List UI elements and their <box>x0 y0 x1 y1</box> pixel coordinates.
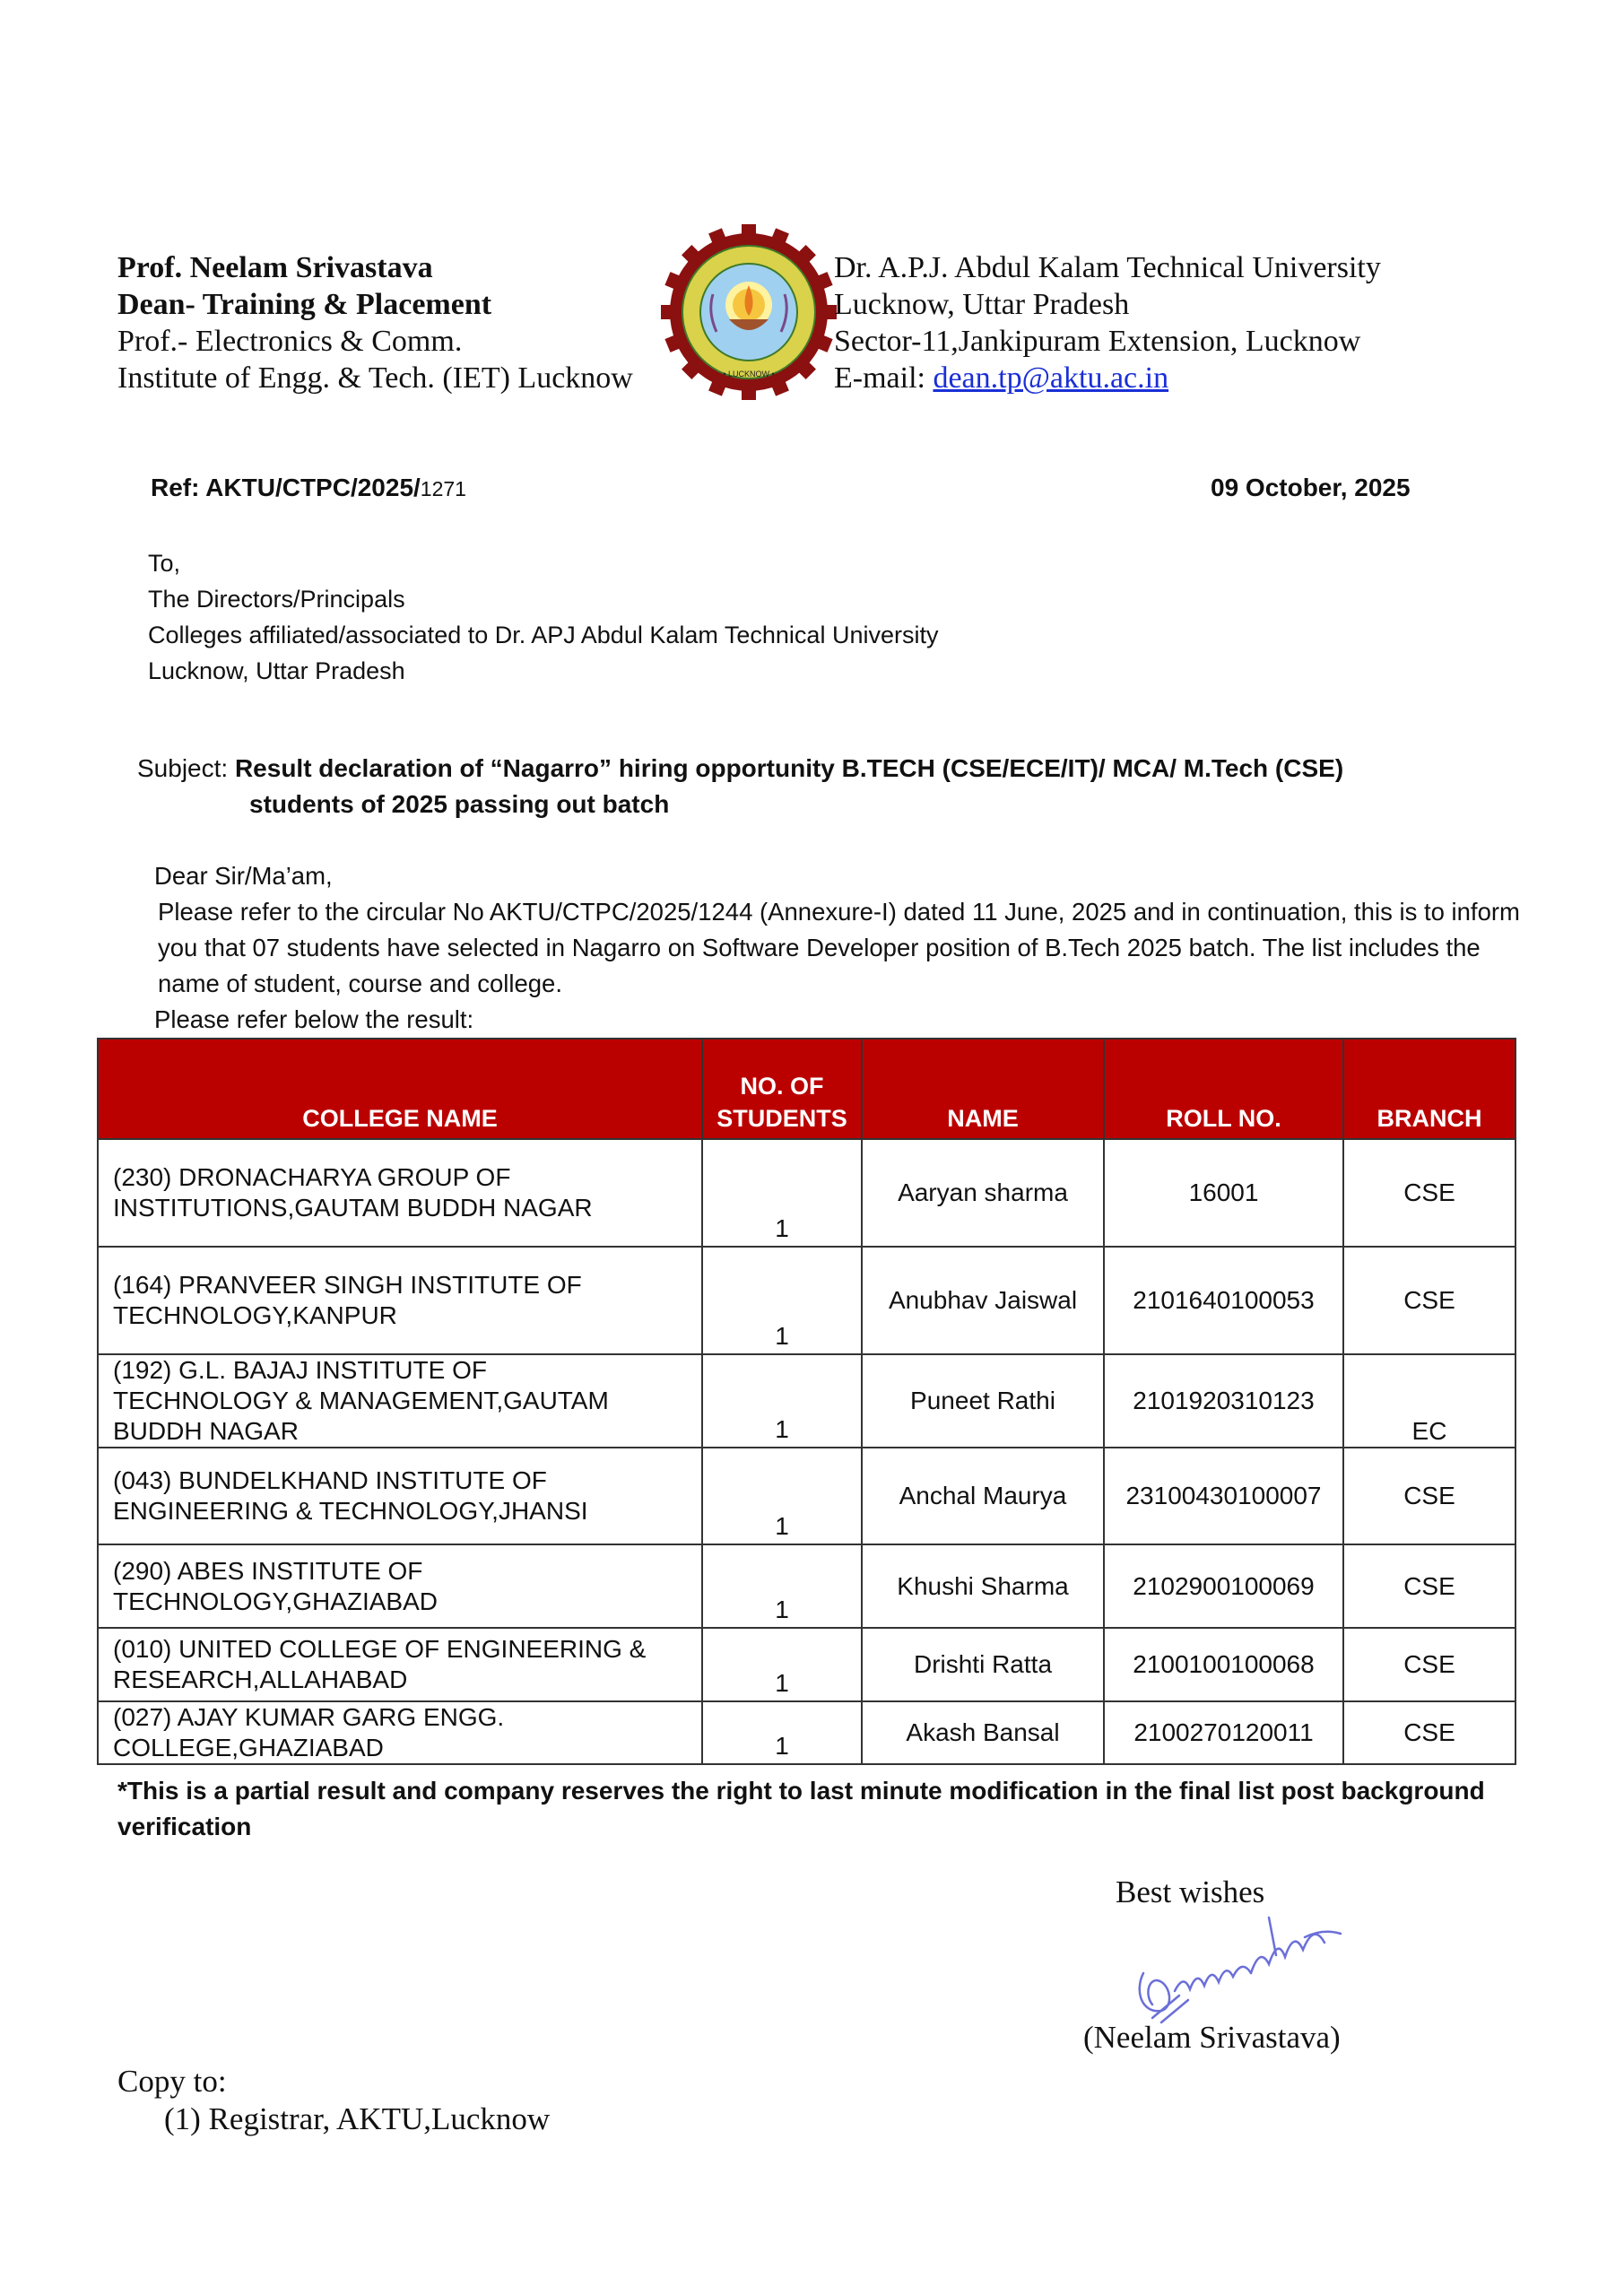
college-cell <box>98 1354 702 1448</box>
college-line: (290) ABES INSTITUTE OF <box>113 1556 423 1585</box>
table-row <box>98 1354 1515 1448</box>
signatory-name: (Neelam Srivastava) <box>1083 2020 1341 2055</box>
body-paragraph: Please refer to the circular No AKTU/CTPC/2025/1244 (Annexure-I) dated 11 June, 2025 and in continuation, this is to inform you that 07 students have selected in Nagarro on Software Developer position of B.Tech 2025 batch. The list includes the name of student, course and college. <box>158 898 1520 997</box>
college-line: (010) UNITED COLLEGE OF ENGINEERING & <box>113 1635 647 1663</box>
student-name-cell: Puneet Rathi <box>862 1354 1104 1448</box>
college-line: (164) PRANVEER SINGH INSTITUTE OF <box>113 1271 582 1299</box>
table-row <box>98 1544 1515 1628</box>
college-cell <box>98 1701 702 1764</box>
roll-no-cell: 2100270120011 <box>1104 1701 1343 1764</box>
table-header-row <box>98 1039 1515 1139</box>
college-line: (230) DRONACHARYA GROUP OF <box>113 1163 511 1191</box>
roll-no-cell: 2101640100053 <box>1104 1247 1343 1354</box>
letterhead-sender <box>117 249 633 396</box>
copy-to-label: Copy to: <box>117 2064 227 2099</box>
header-college-name: COLLEGE NAME <box>98 1039 702 1139</box>
branch-cell: CSE <box>1343 1448 1515 1544</box>
header-name: NAME <box>862 1039 1104 1139</box>
disclaimer-note: *This is a partial result and company reserves the right to last minute modification in the final list post background verification <box>117 1777 1485 1840</box>
addressee-line: The Directors/Principals <box>148 586 405 613</box>
student-name-cell: Akash Bansal <box>862 1701 1104 1764</box>
college-cell <box>98 1544 702 1628</box>
sender-institute: Institute of Engg. & Tech. (IET) Lucknow <box>117 361 633 395</box>
college-line: TECHNOLOGY,KANPUR <box>113 1301 397 1329</box>
roll-no-cell: 2102900100069 <box>1104 1544 1343 1628</box>
header-count-line-2: STUDENTS <box>716 1105 847 1132</box>
college-line: ENGINEERING & TECHNOLOGY,JHANSI <box>113 1497 588 1525</box>
student-name-cell: Anubhav Jaiswal <box>862 1247 1104 1354</box>
student-name-cell: Anchal Maurya <box>862 1448 1104 1544</box>
subject-label: Subject: <box>137 754 235 782</box>
branch-cell: CSE <box>1343 1701 1515 1764</box>
addressee-block <box>148 545 938 689</box>
header-roll-no: ROLL NO. <box>1104 1039 1343 1139</box>
subject-line-1: Result declaration of “Nagarro” hiring opportunity B.TECH (CSE/ECE/IT)/ MCA/ M.Tech (CSE) <box>234 754 1344 782</box>
header-branch: BRANCH <box>1343 1039 1515 1139</box>
reference-number <box>151 474 466 502</box>
college-cell <box>98 1247 702 1354</box>
branch-cell: EC <box>1343 1354 1515 1448</box>
branch-cell: CSE <box>1343 1544 1515 1628</box>
addressee-line: Colleges affiliated/associated to Dr. APJ Abdul Kalam Technical University <box>148 622 939 648</box>
university-address: Sector-11,Jankipuram Extension, Lucknow <box>834 325 1361 358</box>
college-line: (027) AJAY KUMAR GARG ENGG. <box>113 1703 505 1731</box>
university-name: Dr. A.P.J. Abdul Kalam Technical University <box>834 251 1381 284</box>
university-city: Lucknow, Uttar Pradesh <box>834 288 1130 321</box>
roll-no-cell: 2100100100068 <box>1104 1628 1343 1701</box>
header-count-line-1: NO. OF <box>740 1073 824 1100</box>
college-line: (192) G.L. BAJAJ INSTITUTE OF <box>113 1356 487 1384</box>
table-row <box>98 1701 1515 1764</box>
sender-department: Prof.- Electronics & Comm. <box>117 325 463 358</box>
count-cell: 1 <box>702 1247 862 1354</box>
college-line: TECHNOLOGY & MANAGEMENT,GAUTAM <box>113 1387 609 1414</box>
letter-body <box>154 858 1535 1038</box>
count-cell: 1 <box>702 1701 862 1764</box>
roll-no-cell: 2101920310123 <box>1104 1354 1343 1448</box>
results-table <box>97 1038 1516 1765</box>
sender-designation: Dean- Training & Placement <box>117 288 492 321</box>
subject-block <box>137 751 1518 822</box>
handwritten-signature-icon <box>1125 1910 1376 2036</box>
copy-to-item: (1) Registrar, AKTU,Lucknow <box>164 2101 551 2136</box>
aktu-emblem-icon <box>659 222 838 402</box>
count-cell: 1 <box>702 1448 862 1544</box>
student-name-cell: Drishti Ratta <box>862 1628 1104 1701</box>
result-lead-in: Please refer below the result: <box>154 1005 474 1033</box>
copy-to-block <box>117 2063 550 2138</box>
greeting: Dear Sir/Ma’am, <box>154 862 333 890</box>
count-cell: 1 <box>702 1628 862 1701</box>
header-no-of-students <box>702 1039 862 1139</box>
addressee-to: To, <box>148 550 181 577</box>
count-cell: 1 <box>702 1139 862 1247</box>
college-line: BUDDH NAGAR <box>113 1417 299 1445</box>
roll-no-cell: 16001 <box>1104 1139 1343 1247</box>
email-label: E-mail: <box>834 361 934 395</box>
college-cell <box>98 1628 702 1701</box>
reference-serial: 1271 <box>420 477 466 500</box>
college-line: RESEARCH,ALLAHABAD <box>113 1665 408 1693</box>
table-row <box>98 1139 1515 1247</box>
svg-text:• LUCKNOW •: • LUCKNOW • <box>723 370 775 378</box>
student-name-cell: Khushi Sharma <box>862 1544 1104 1628</box>
letter-date: 09 October, 2025 <box>1211 474 1411 501</box>
college-cell <box>98 1448 702 1544</box>
student-name-cell: Aaryan sharma <box>862 1139 1104 1247</box>
branch-cell: CSE <box>1343 1139 1515 1247</box>
college-cell <box>98 1139 702 1247</box>
table-row <box>98 1628 1515 1701</box>
branch-cell: CSE <box>1343 1628 1515 1701</box>
count-cell: 1 <box>702 1544 862 1628</box>
sender-name: Prof. Neelam Srivastava <box>117 251 433 284</box>
university-email-row <box>834 360 1381 396</box>
branch-cell: CSE <box>1343 1247 1515 1354</box>
table-row <box>98 1247 1515 1354</box>
count-cell: 1 <box>702 1354 862 1448</box>
roll-no-cell: 23100430100007 <box>1104 1448 1343 1544</box>
college-line: COLLEGE,GHAZIABAD <box>113 1734 384 1761</box>
email-link[interactable]: dean.tp@aktu.ac.in <box>933 361 1169 395</box>
reference-label: Ref: AKTU/CTPC/2025/ <box>151 474 421 501</box>
closing-wishes: Best wishes <box>1116 1874 1265 1909</box>
college-line: (043) BUNDELKHAND INSTITUTE OF <box>113 1466 547 1494</box>
college-line: TECHNOLOGY,GHAZIABAD <box>113 1587 439 1615</box>
letterhead-university <box>834 249 1381 396</box>
college-line: INSTITUTIONS,GAUTAM BUDDH NAGAR <box>113 1194 593 1222</box>
subject-line-2: students of 2025 passing out batch <box>249 790 670 818</box>
table-row <box>98 1448 1515 1544</box>
addressee-line: Lucknow, Uttar Pradesh <box>148 657 405 684</box>
